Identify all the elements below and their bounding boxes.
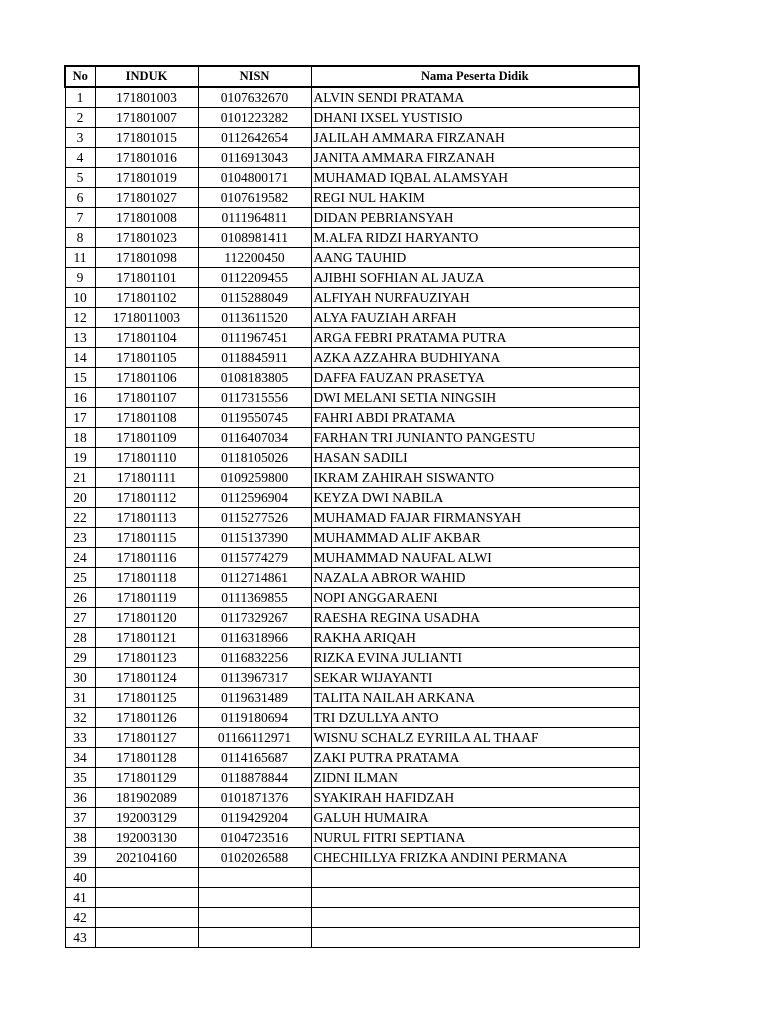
induk-cell: 171801129 — [95, 768, 198, 788]
nisn-cell: 01166112971 — [198, 728, 311, 748]
student-name-cell: ALYA FAUZIAH ARFAH — [311, 308, 639, 328]
student-name-cell: FAHRI ABDI PRATAMA — [311, 408, 639, 428]
table-row — [65, 808, 639, 828]
induk-cell: 171801105 — [95, 348, 198, 368]
student-name-cell: DIDAN PEBRIANSYAH — [311, 208, 639, 228]
induk-cell: 171801115 — [95, 528, 198, 548]
student-name-cell: CHECHILLYA FRIZKA ANDINI PERMANA — [311, 848, 639, 868]
student-name-cell: AJIBHI SOFHIAN AL JAUZA — [311, 268, 639, 288]
row-no-cell: 42 — [65, 908, 95, 928]
row-no-cell: 15 — [65, 368, 95, 388]
row-no-cell: 9 — [65, 268, 95, 288]
nisn-cell: 0115277526 — [198, 508, 311, 528]
student-name-cell — [311, 928, 639, 948]
student-name-cell: NAZALA ABROR WAHID — [311, 568, 639, 588]
nisn-cell: 0118105026 — [198, 448, 311, 468]
induk-cell: 171801126 — [95, 708, 198, 728]
induk-cell: 192003129 — [95, 808, 198, 828]
nisn-cell — [198, 908, 311, 928]
student-name-cell: WISNU SCHALZ EYRIILA AL THAAF — [311, 728, 639, 748]
nisn-cell: 0116318966 — [198, 628, 311, 648]
row-no-cell: 1 — [65, 87, 95, 108]
table-row — [65, 748, 639, 768]
nisn-cell: 0116407034 — [198, 428, 311, 448]
row-no-cell: 13 — [65, 328, 95, 348]
nisn-cell: 0118845911 — [198, 348, 311, 368]
row-no-cell: 17 — [65, 408, 95, 428]
nisn-cell: 0115288049 — [198, 288, 311, 308]
row-no-cell: 40 — [65, 868, 95, 888]
student-name-cell — [311, 868, 639, 888]
nisn-cell: 0119429204 — [198, 808, 311, 828]
table-row — [65, 548, 639, 568]
induk-cell: 171801107 — [95, 388, 198, 408]
induk-cell: 171801113 — [95, 508, 198, 528]
induk-cell: 171801106 — [95, 368, 198, 388]
nisn-cell: 0117329267 — [198, 608, 311, 628]
student-name-cell: ALVIN SENDI PRATAMA — [311, 87, 639, 108]
row-no-cell: 11 — [65, 248, 95, 268]
row-no-cell: 30 — [65, 668, 95, 688]
student-name-cell: SEKAR WIJAYANTI — [311, 668, 639, 688]
nisn-cell — [198, 868, 311, 888]
induk-cell: 171801098 — [95, 248, 198, 268]
header-nama: Nama Peserta Didik — [311, 66, 639, 87]
table-row — [65, 308, 639, 328]
row-no-cell: 31 — [65, 688, 95, 708]
table-header — [65, 66, 639, 87]
induk-cell: 171801123 — [95, 648, 198, 668]
table-row — [65, 128, 639, 148]
student-name-cell: TRI DZULLYA ANTO — [311, 708, 639, 728]
induk-cell — [95, 928, 198, 948]
table-row — [65, 388, 639, 408]
induk-cell: 171801007 — [95, 108, 198, 128]
table-row — [65, 468, 639, 488]
student-name-cell: HASAN SADILI — [311, 448, 639, 468]
induk-cell: 171801108 — [95, 408, 198, 428]
table-row — [65, 648, 639, 668]
student-name-cell: IKRAM ZAHIRAH SISWANTO — [311, 468, 639, 488]
row-no-cell: 23 — [65, 528, 95, 548]
induk-cell: 171801109 — [95, 428, 198, 448]
table-row — [65, 148, 639, 168]
row-no-cell: 18 — [65, 428, 95, 448]
table-row — [65, 228, 639, 248]
row-no-cell: 19 — [65, 448, 95, 468]
nisn-cell: 0108981411 — [198, 228, 311, 248]
student-name-cell: AZKA AZZAHRA BUDHIYANA — [311, 348, 639, 368]
nisn-cell: 0101871376 — [198, 788, 311, 808]
student-name-cell: NURUL FITRI SEPTIANA — [311, 828, 639, 848]
row-no-cell: 4 — [65, 148, 95, 168]
student-name-cell: DAFFA FAUZAN PRASETYA — [311, 368, 639, 388]
induk-cell: 171801027 — [95, 188, 198, 208]
student-name-cell: FARHAN TRI JUNIANTO PANGESTU — [311, 428, 639, 448]
row-no-cell: 29 — [65, 648, 95, 668]
nisn-cell: 0107632670 — [198, 87, 311, 108]
student-name-cell: MUHAMAD FAJAR FIRMANSYAH — [311, 508, 639, 528]
induk-cell: 171801015 — [95, 128, 198, 148]
row-no-cell: 35 — [65, 768, 95, 788]
table-row — [65, 408, 639, 428]
table-row — [65, 768, 639, 788]
table-row — [65, 788, 639, 808]
header-induk: INDUK — [95, 66, 198, 87]
table-row — [65, 428, 639, 448]
table-row — [65, 288, 639, 308]
nisn-cell: 0108183805 — [198, 368, 311, 388]
table-row — [65, 488, 639, 508]
row-no-cell: 43 — [65, 928, 95, 948]
row-no-cell: 5 — [65, 168, 95, 188]
row-no-cell: 21 — [65, 468, 95, 488]
header-nisn: NISN — [198, 66, 311, 87]
nisn-cell: 0104800171 — [198, 168, 311, 188]
table-row — [65, 588, 639, 608]
induk-cell — [95, 888, 198, 908]
table-row — [65, 348, 639, 368]
nisn-cell: 0112596904 — [198, 488, 311, 508]
induk-cell: 171801121 — [95, 628, 198, 648]
student-name-cell: MUHAMMAD ALIF AKBAR — [311, 528, 639, 548]
nisn-cell: 0116832256 — [198, 648, 311, 668]
row-no-cell: 39 — [65, 848, 95, 868]
table-row — [65, 328, 639, 348]
induk-cell: 171801003 — [95, 87, 198, 108]
table-row — [65, 828, 639, 848]
induk-cell: 202104160 — [95, 848, 198, 868]
nisn-cell: 0115137390 — [198, 528, 311, 548]
nisn-cell: 0112714861 — [198, 568, 311, 588]
student-name-cell: REGI NUL HAKIM — [311, 188, 639, 208]
row-no-cell: 10 — [65, 288, 95, 308]
induk-cell: 181902089 — [95, 788, 198, 808]
row-no-cell: 22 — [65, 508, 95, 528]
student-name-cell: ZIDNI ILMAN — [311, 768, 639, 788]
student-name-cell: AANG TAUHID — [311, 248, 639, 268]
nisn-cell: 0113967317 — [198, 668, 311, 688]
table-row — [65, 168, 639, 188]
table-row — [65, 668, 639, 688]
table-row — [65, 868, 639, 888]
row-no-cell: 12 — [65, 308, 95, 328]
induk-cell — [95, 868, 198, 888]
table-row — [65, 628, 639, 648]
table-row — [65, 448, 639, 468]
nisn-cell: 0112209455 — [198, 268, 311, 288]
induk-cell: 171801112 — [95, 488, 198, 508]
nisn-cell: 0114165687 — [198, 748, 311, 768]
induk-cell: 171801118 — [95, 568, 198, 588]
row-no-cell: 28 — [65, 628, 95, 648]
table-row — [65, 848, 639, 868]
table-row — [65, 108, 639, 128]
nisn-cell: 0118878844 — [198, 768, 311, 788]
student-name-cell: RIZKA EVINA JULIANTI — [311, 648, 639, 668]
table-row — [65, 87, 639, 108]
nisn-cell — [198, 928, 311, 948]
nisn-cell: 0112642654 — [198, 128, 311, 148]
induk-cell: 171801111 — [95, 468, 198, 488]
row-no-cell: 36 — [65, 788, 95, 808]
student-name-cell: ARGA FEBRI PRATAMA PUTRA — [311, 328, 639, 348]
nisn-cell: 0104723516 — [198, 828, 311, 848]
induk-cell: 171801116 — [95, 548, 198, 568]
row-no-cell: 25 — [65, 568, 95, 588]
nisn-cell: 0109259800 — [198, 468, 311, 488]
row-no-cell: 16 — [65, 388, 95, 408]
row-no-cell: 26 — [65, 588, 95, 608]
nisn-cell: 0111964811 — [198, 208, 311, 228]
nisn-cell: 0107619582 — [198, 188, 311, 208]
row-no-cell: 2 — [65, 108, 95, 128]
table-body — [65, 87, 639, 948]
table-row — [65, 688, 639, 708]
table-row — [65, 248, 639, 268]
induk-cell: 171801101 — [95, 268, 198, 288]
student-name-cell: ZAKI PUTRA PRATAMA — [311, 748, 639, 768]
induk-cell: 171801125 — [95, 688, 198, 708]
header-row — [65, 66, 639, 87]
nisn-cell: 0119631489 — [198, 688, 311, 708]
row-no-cell: 32 — [65, 708, 95, 728]
student-name-cell: ALFIYAH NURFAUZIYAH — [311, 288, 639, 308]
row-no-cell: 20 — [65, 488, 95, 508]
table-row — [65, 268, 639, 288]
student-name-cell: TALITA NAILAH ARKANA — [311, 688, 639, 708]
table-row — [65, 728, 639, 748]
induk-cell: 171801120 — [95, 608, 198, 628]
nisn-cell — [198, 888, 311, 908]
table-row — [65, 928, 639, 948]
student-name-cell: RAKHA ARIQAH — [311, 628, 639, 648]
row-no-cell: 38 — [65, 828, 95, 848]
induk-cell — [95, 908, 198, 928]
student-name-cell: DWI MELANI SETIA NINGSIH — [311, 388, 639, 408]
row-no-cell: 27 — [65, 608, 95, 628]
induk-cell: 171801023 — [95, 228, 198, 248]
student-name-cell: M.ALFA RIDZI HARYANTO — [311, 228, 639, 248]
row-no-cell: 7 — [65, 208, 95, 228]
student-table — [64, 65, 640, 948]
table-row — [65, 708, 639, 728]
nisn-cell: 0119180694 — [198, 708, 311, 728]
induk-cell: 171801019 — [95, 168, 198, 188]
table-row — [65, 608, 639, 628]
nisn-cell: 0101223282 — [198, 108, 311, 128]
row-no-cell: 24 — [65, 548, 95, 568]
induk-cell: 171801119 — [95, 588, 198, 608]
student-name-cell: KEYZA DWI NABILA — [311, 488, 639, 508]
row-no-cell: 3 — [65, 128, 95, 148]
nisn-cell: 0119550745 — [198, 408, 311, 428]
nisn-cell: 112200450 — [198, 248, 311, 268]
row-no-cell: 14 — [65, 348, 95, 368]
table-row — [65, 368, 639, 388]
table-row — [65, 568, 639, 588]
nisn-cell: 0111369855 — [198, 588, 311, 608]
row-no-cell: 8 — [65, 228, 95, 248]
induk-cell: 171801016 — [95, 148, 198, 168]
nisn-cell: 0117315556 — [198, 388, 311, 408]
table-row — [65, 188, 639, 208]
induk-cell: 171801110 — [95, 448, 198, 468]
header-no: No — [65, 66, 95, 87]
nisn-cell: 0116913043 — [198, 148, 311, 168]
student-name-cell: MUHAMMAD NAUFAL ALWI — [311, 548, 639, 568]
induk-cell: 171801008 — [95, 208, 198, 228]
student-name-cell: JALILAH AMMARA FIRZANAH — [311, 128, 639, 148]
induk-cell: 171801104 — [95, 328, 198, 348]
induk-cell: 171801124 — [95, 668, 198, 688]
table-row — [65, 528, 639, 548]
student-name-cell: DHANI IXSEL YUSTISIO — [311, 108, 639, 128]
nisn-cell: 0111967451 — [198, 328, 311, 348]
row-no-cell: 6 — [65, 188, 95, 208]
student-name-cell: NOPI ANGGARAENI — [311, 588, 639, 608]
induk-cell: 171801128 — [95, 748, 198, 768]
induk-cell: 192003130 — [95, 828, 198, 848]
student-name-cell: GALUH HUMAIRA — [311, 808, 639, 828]
induk-cell: 171801127 — [95, 728, 198, 748]
row-no-cell: 37 — [65, 808, 95, 828]
table-row — [65, 208, 639, 228]
student-name-cell — [311, 908, 639, 928]
table-row — [65, 508, 639, 528]
student-name-cell: MUHAMAD IQBAL ALAMSYAH — [311, 168, 639, 188]
table-row — [65, 908, 639, 928]
student-name-cell: RAESHA REGINA USADHA — [311, 608, 639, 628]
student-name-cell — [311, 888, 639, 908]
induk-cell: 171801102 — [95, 288, 198, 308]
student-name-cell: JANITA AMMARA FIRZANAH — [311, 148, 639, 168]
row-no-cell: 33 — [65, 728, 95, 748]
table-row — [65, 888, 639, 908]
induk-cell: 1718011003 — [95, 308, 198, 328]
nisn-cell: 0102026588 — [198, 848, 311, 868]
nisn-cell: 0115774279 — [198, 548, 311, 568]
row-no-cell: 41 — [65, 888, 95, 908]
nisn-cell: 0113611520 — [198, 308, 311, 328]
student-list-sheet — [64, 65, 640, 948]
row-no-cell: 34 — [65, 748, 95, 768]
student-name-cell: SYAKIRAH HAFIDZAH — [311, 788, 639, 808]
